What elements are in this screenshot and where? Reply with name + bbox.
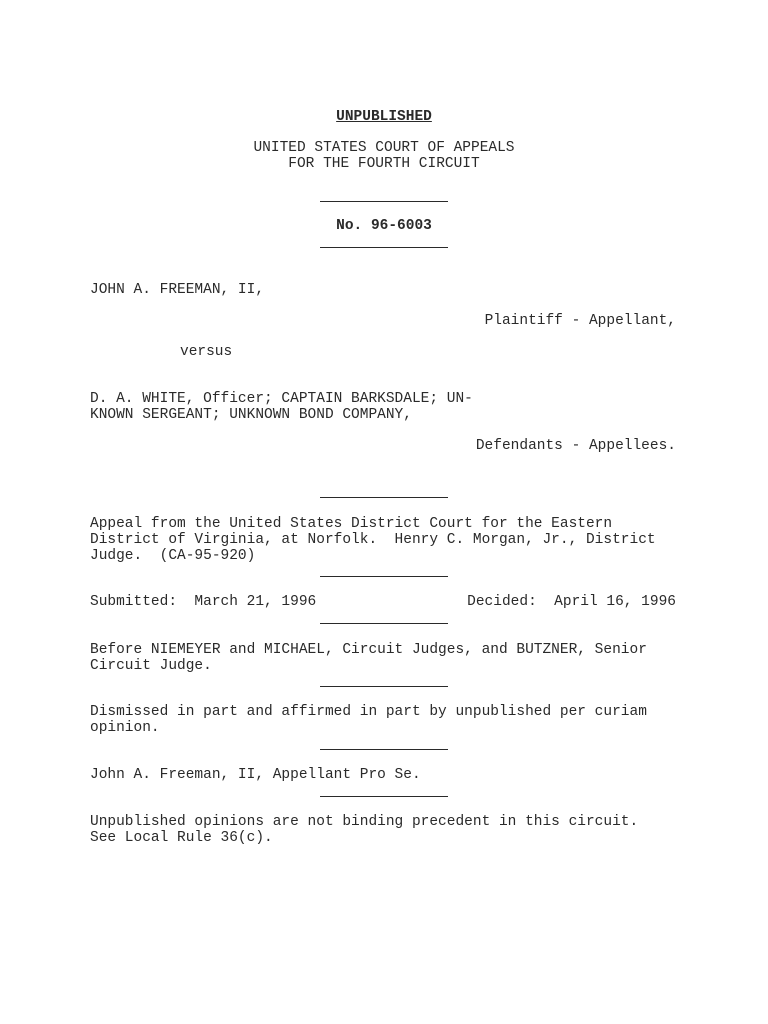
panel-line2: Circuit Judge. [90, 658, 212, 674]
divider-rule [320, 623, 448, 624]
case-number: No. 96-6003 [336, 218, 432, 234]
divider-rule [320, 686, 448, 687]
divider-rule [320, 201, 448, 202]
versus-text: versus [180, 344, 233, 360]
divider-rule [320, 247, 448, 248]
court-name-line1: UNITED STATES COURT OF APPEALS [253, 140, 515, 156]
divider-rule [320, 497, 448, 498]
panel-line1: Before NIEMEYER and MICHAEL, Circuit Judges, and BUTZNER, Senior [90, 642, 647, 658]
court-name-line2: FOR THE FOURTH CIRCUIT [288, 156, 480, 172]
divider-rule [320, 576, 448, 577]
plaintiff-role: Plaintiff - Appellant, [484, 313, 676, 329]
divider-rule [320, 796, 448, 797]
disposition-line1: Dismissed in part and affirmed in part by unpublished per curiam [90, 704, 647, 720]
disposition-line2: opinion. [90, 720, 160, 736]
plaintiff-name: JOHN A. FREEMAN, II, [90, 282, 265, 298]
unpublished-label: UNPUBLISHED [336, 109, 432, 125]
defendants-role: Defendants - Appellees. [475, 438, 676, 454]
notice-line2: See Local Rule 36(c). [90, 830, 273, 846]
submitted-date: Submitted: March 21, 1996 [90, 594, 317, 610]
appeal-line2: District of Virginia, at Norfolk. Henry C. Morgan, Jr., District [90, 532, 656, 548]
divider-rule [320, 749, 448, 750]
defendants-line1: D. A. WHITE, Officer; CAPTAIN BARKSDALE; UN- [90, 391, 473, 407]
defendants-line2: KNOWN SERGEANT; UNKNOWN BOND COMPANY, [90, 407, 412, 423]
appeal-line3: Judge. (CA-95-920) [90, 548, 256, 564]
decided-date: Decided: April 16, 1996 [467, 594, 676, 610]
counsel-line: John A. Freeman, II, Appellant Pro Se. [90, 767, 421, 783]
notice-line1: Unpublished opinions are not binding precedent in this circuit. [90, 814, 639, 830]
appeal-line1: Appeal from the United States District Court for the Eastern [90, 516, 613, 532]
